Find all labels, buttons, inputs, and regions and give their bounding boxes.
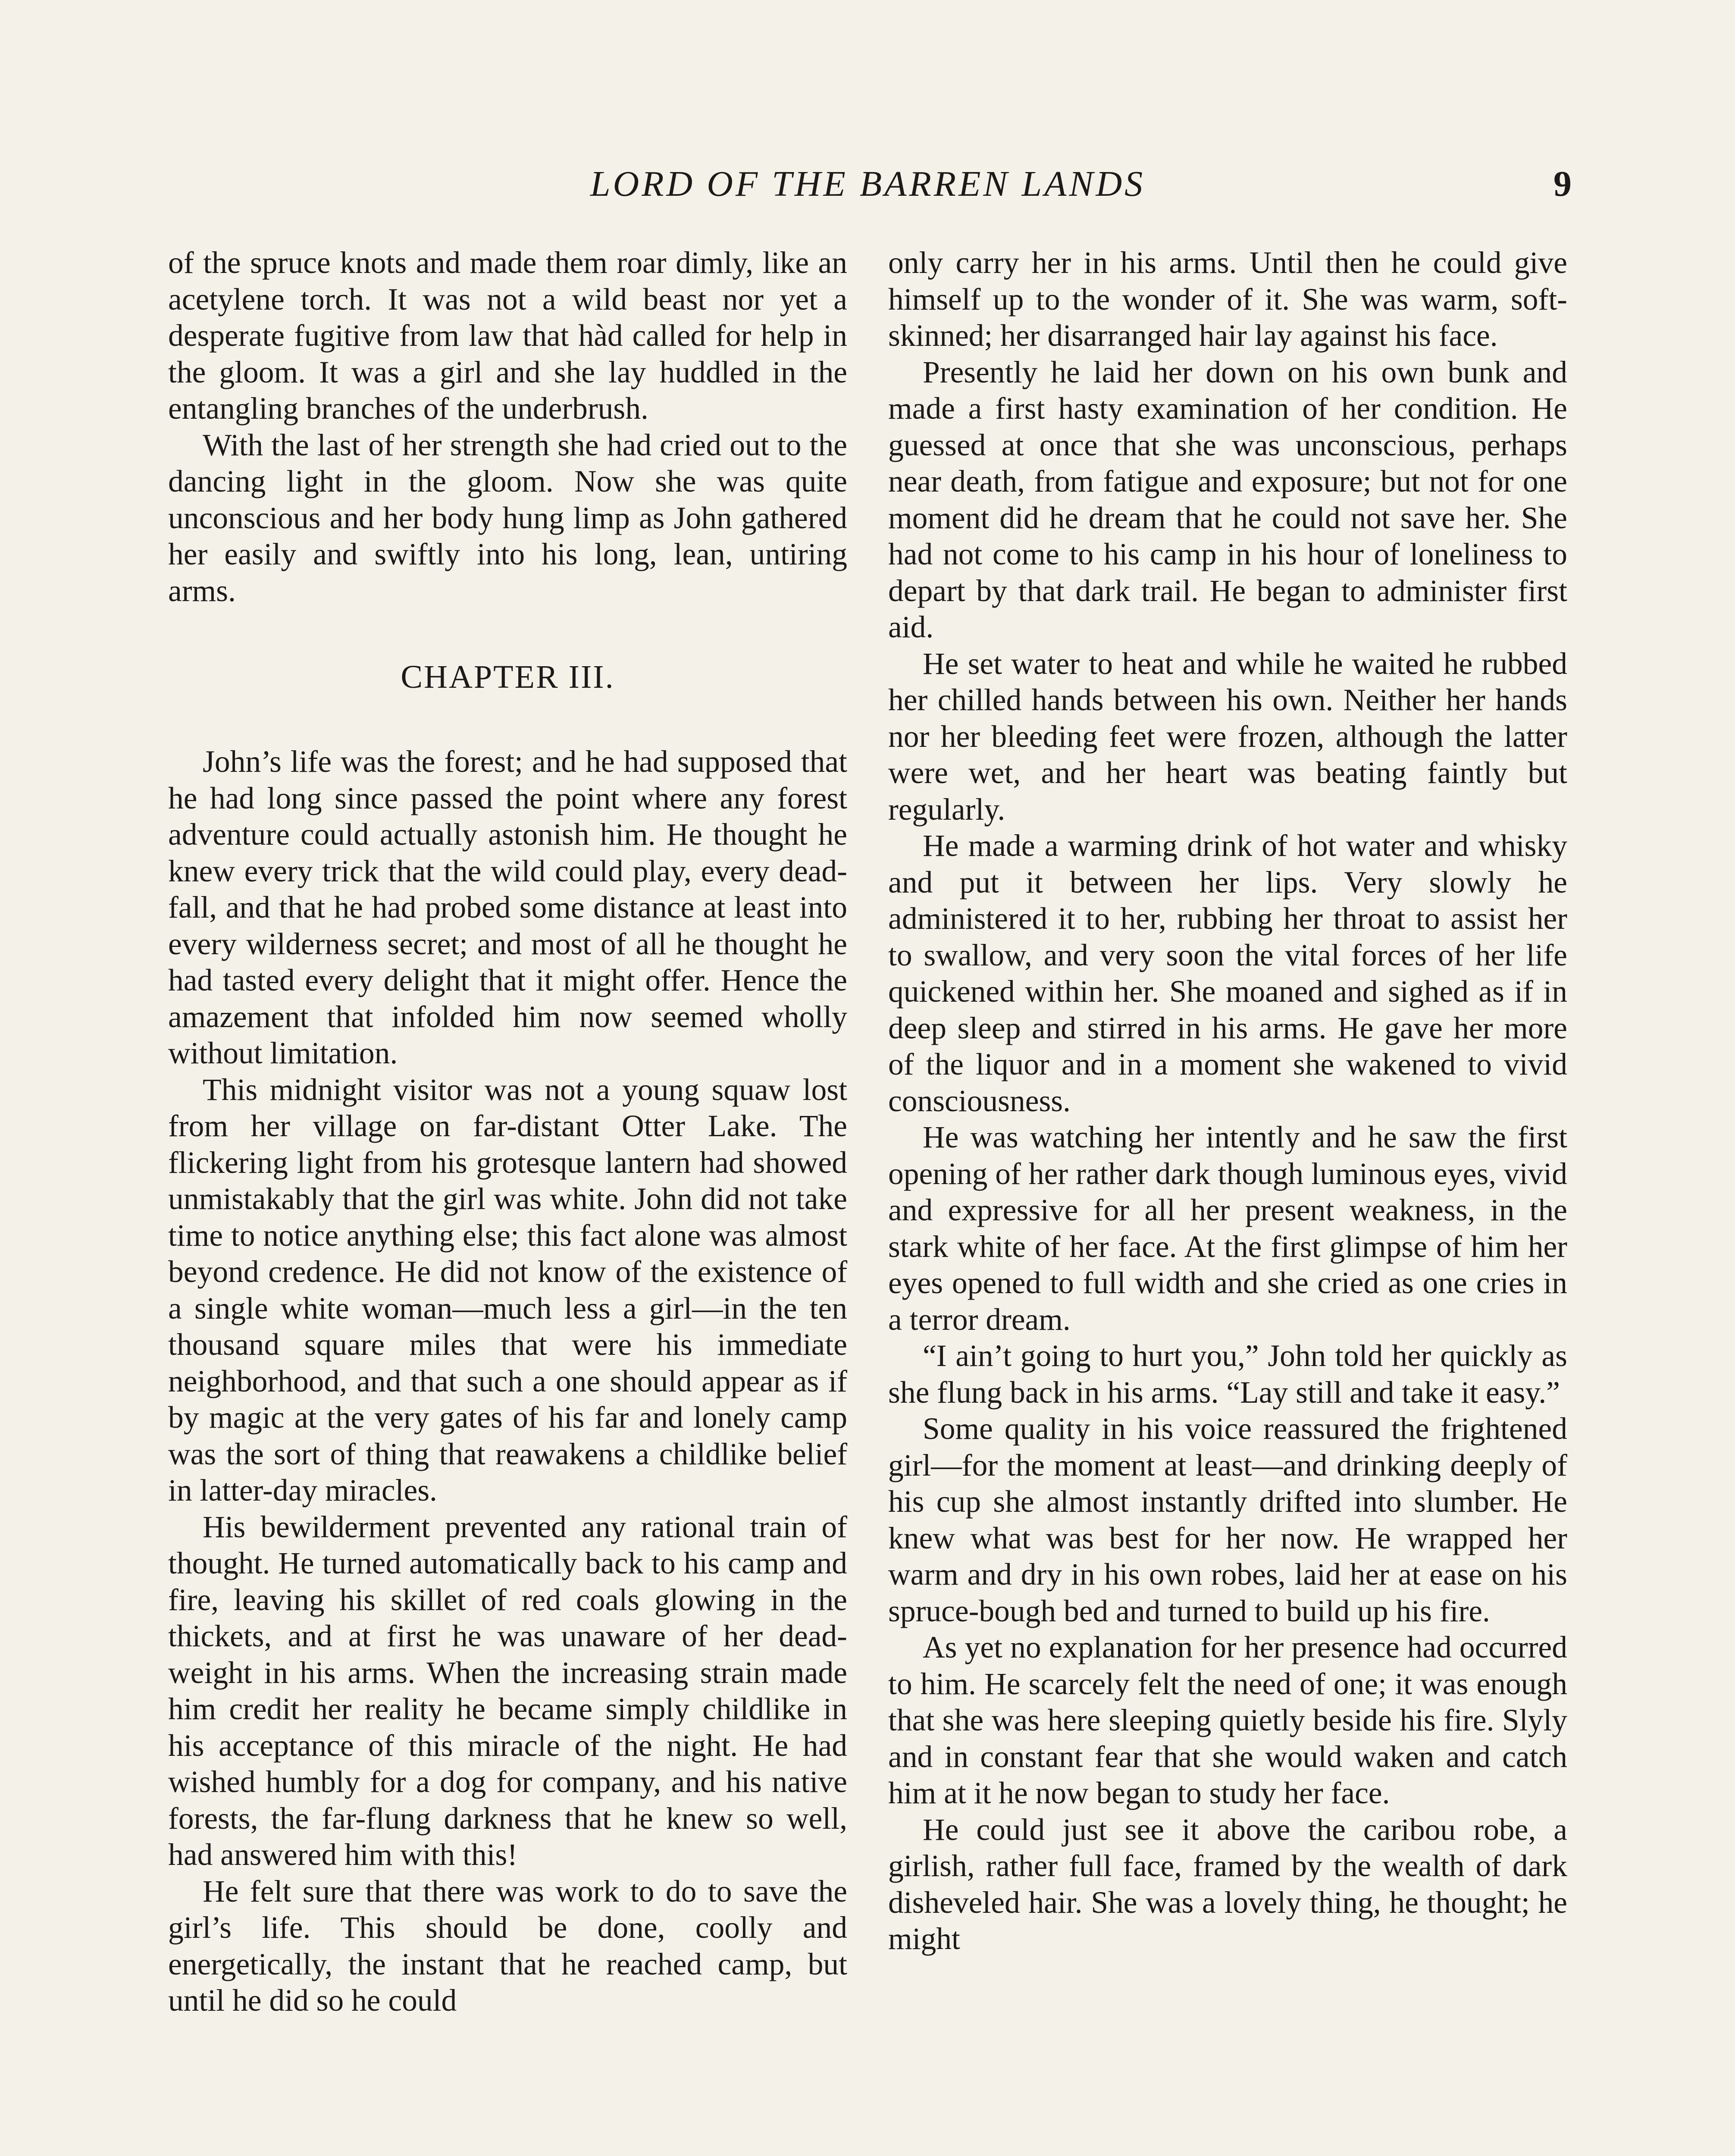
paragraph: As yet no explanation for her presence had occurred to him. He scarcely felt the need of one; it was enough that she was here sleeping quietly beside his fire. Slyly and in constant fear that she would waken and catch him at it he now began to study her face. xyxy=(888,1630,1567,1810)
page-number: 9 xyxy=(1553,164,1572,204)
running-title: LORD OF THE BARREN LANDS xyxy=(590,164,1146,204)
paragraph: With the last of her strength she had cried out to the dancing light in the gloom. Now she was quite unconscious and her body hung limp as John gathered her easily and swiftly into his long, lean, untiring arms. xyxy=(168,428,847,608)
paragraph: of the spruce knots and made them roar dimly, like an acetylene torch. It was not a wild beast nor yet a desperate fugitive from law that hàd called for help in the gloom. It was a girl and she lay huddled in the entangling branches of the underbrush. xyxy=(168,246,847,426)
paragraph: His bewilderment prevented any rational train of thought. He turned automatically back to his camp and fire, leaving his skillet of red coals glowing in the thickets, and at first he was unaware of her dead-weight in his arms. When the increasing strain made him credit her reality he became simply childlike in his acceptance of this miracle of the night. He had wished humbly for a dog for company, and his native forests, the far-flung darkness that he knew so well, had answered him with this! xyxy=(168,1510,847,1872)
paragraph: Some quality in his voice reassured the frightened girl—for the moment at least—and drinking deeply of his cup she almost instantly drifted into slumber. He knew what was best for her now. He wrapped her warm and dry in his own robes, laid her at ease on his spruce-bough bed and turned to build up his fire. xyxy=(888,1412,1567,1628)
chapter-heading: CHAPTER III. xyxy=(401,659,615,695)
paragraph: “I ain’t going to hurt you,” John told her quickly as she flung back in his arms. “Lay still and take it easy.” xyxy=(888,1339,1567,1410)
paragraph: He made a warming drink of hot water and whisky and put it between her lips. Very slowly he administered it to her, rubbing her throat to assist her to swallow, and very soon the vital forces of her life quickened within her. She moaned and sighed as if in deep sleep and stirred in his arms. He gave her more of the liquor and in a moment she wakened to vivid consciousness. xyxy=(888,829,1567,1118)
paragraph: This midnight visitor was not a young squaw lost from her village on far-distant Otter Lake. The flickering light from his grotesque lantern had showed unmistakably that the girl was white. John did not take time to notice anything else; this fact alone was almost beyond credence. He did not know of the existence of a single white woman—much less a girl—in the ten thousand square miles that were his immediate neighborhood, and that such a one should appear as if by magic at the very gates of his far and lonely camp was the sort of thing that reawakens a childlike belief in latter-day miracles. xyxy=(168,1072,847,1507)
page-header xyxy=(164,160,1572,208)
paragraph: only carry her in his arms. Until then he could give himself up to the wonder of it. She was warm, soft-skinned; her disarranged hair lay against his face. xyxy=(888,246,1567,353)
left-column xyxy=(168,245,847,2019)
paragraph: He felt sure that there was work to do to save the girl’s life. This should be done, coolly and energetically, the instant that he reached camp, but until he did so he could xyxy=(168,1874,847,2018)
right-column xyxy=(888,245,1567,1958)
paragraph: He could just see it above the caribou robe, a girlish, rather full face, framed by the wealth of dark disheveled hair. She was a lovely thing, he thought; he might xyxy=(888,1812,1567,1956)
paragraph: John’s life was the forest; and he had supposed that he had long since passed the point where any forest adventure could actually astonish him. He thought he knew every trick that the wild could play, every deadfall, and that he had probed some distance at least into every wilderness secret; and most of all he thought he had tasted every delight that it might offer. Hence the amazement that infolded him now seemed wholly without limitation. xyxy=(168,745,847,1070)
paragraph: Presently he laid her down on his own bunk and made a first hasty examination of her condition. He guessed at once that she was unconscious, perhaps near death, from fatigue and exposure; but not for one moment did he dream that he could not save her. She had not come to his camp in his hour of loneliness to depart by that dark trail. He began to administer first aid. xyxy=(888,355,1567,644)
paragraph: He set water to heat and while he waited he rubbed her chilled hands between his own. Neither her hands nor her bleeding feet were frozen, although the latter were wet, and her heart was beating faintly but regularly. xyxy=(888,646,1567,827)
paragraph: He was watching her intently and he saw the first opening of her rather dark though luminous eyes, vivid and expressive for all her present weakness, in the stark white of her face. At the first glimpse of him her eyes opened to full width and she cried as one cries in a terror dream. xyxy=(888,1120,1567,1337)
